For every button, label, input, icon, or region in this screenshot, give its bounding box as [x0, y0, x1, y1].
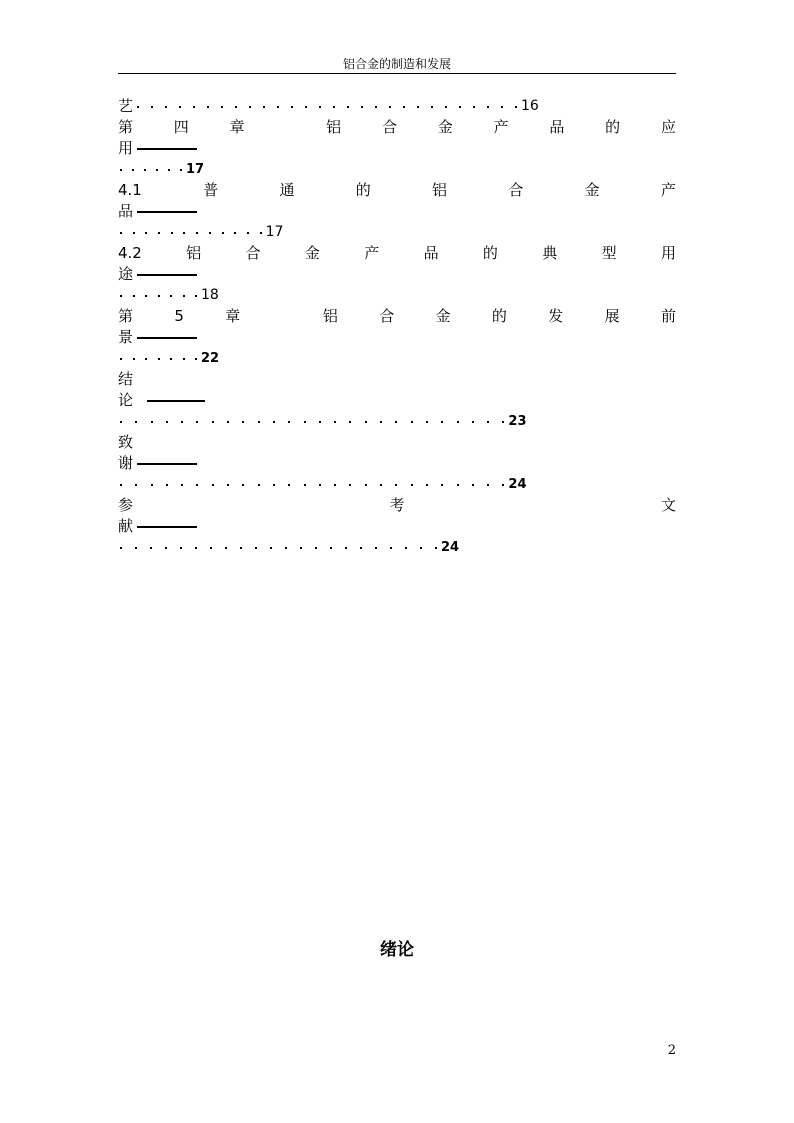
toc-line — [118, 222, 676, 243]
dot-leader — [133, 148, 197, 150]
toc-entry-char: 典 — [542, 244, 558, 262]
leader-dot — [501, 106, 503, 108]
leader-dot — [304, 421, 306, 423]
leader-dot — [225, 547, 227, 549]
leader-dot — [135, 547, 137, 549]
leader-dot — [120, 232, 122, 234]
leader-dot — [319, 421, 321, 423]
leader-dot — [234, 232, 236, 234]
toc-line — [118, 159, 676, 180]
toc-entry-char: 前 — [660, 307, 676, 325]
leader-dot — [305, 106, 307, 108]
leader-dot — [240, 547, 242, 549]
leader-dot — [347, 106, 349, 108]
toc-entry-char: 用 — [660, 244, 676, 262]
leader-dot — [195, 358, 197, 360]
dot-leader — [133, 526, 197, 528]
dot-leader — [133, 463, 197, 465]
toc-line — [118, 453, 676, 474]
dot-leader — [118, 295, 197, 297]
leader-dot — [179, 106, 181, 108]
toc-line — [118, 264, 676, 285]
leader-dot — [158, 232, 160, 234]
leader-dot — [170, 295, 172, 297]
dot-leader — [118, 358, 197, 360]
toc-entry-text: 艺 — [118, 97, 134, 115]
dot-leader — [133, 106, 517, 108]
leader-dot — [403, 106, 405, 108]
leader-dot — [137, 106, 139, 108]
toc-line — [118, 243, 676, 264]
leader-dot — [304, 484, 306, 486]
toc-entry-char: 文 — [660, 496, 676, 514]
leader-dot — [151, 106, 153, 108]
leader-dot — [133, 358, 135, 360]
leader-dot — [375, 547, 377, 549]
leader-dot — [133, 232, 135, 234]
toc-line — [118, 96, 676, 117]
leader-dot — [144, 169, 146, 171]
toc-entry-text: 用 — [118, 139, 134, 157]
leader-dot — [380, 484, 382, 486]
leader-dot — [242, 421, 244, 423]
toc-entry-char: 产 — [660, 181, 676, 199]
leader-dot — [389, 106, 391, 108]
leader-dot — [183, 232, 185, 234]
toc-entry-char: 金 — [437, 118, 453, 136]
leader-dot — [487, 421, 489, 423]
leader-dot — [166, 484, 168, 486]
toc-entry-char: 金 — [304, 244, 320, 262]
leader-dot — [195, 463, 197, 465]
toc-entry-char: 普 — [203, 181, 219, 199]
toc-line — [118, 348, 676, 369]
leader-dot — [120, 169, 122, 171]
toc-page-number: 24 — [441, 540, 460, 555]
leader-dot — [195, 274, 197, 276]
leader-dot — [502, 421, 504, 423]
table-of-contents — [118, 96, 676, 558]
toc-line — [118, 432, 676, 453]
toc-entry-char: 合 — [379, 307, 395, 325]
toc-line — [118, 306, 676, 327]
leader-dot — [158, 358, 160, 360]
dot-leader — [118, 232, 262, 234]
leader-dot — [181, 421, 183, 423]
toc-entry-text: 论 — [118, 391, 134, 409]
leader-dot — [395, 484, 397, 486]
leader-dot — [135, 484, 137, 486]
leader-dot — [195, 148, 197, 150]
leader-dot — [193, 106, 195, 108]
leader-dot — [395, 421, 397, 423]
toc-entry-char: 的 — [491, 307, 507, 325]
leader-dot — [472, 421, 474, 423]
leader-dot — [365, 484, 367, 486]
leader-dot — [195, 547, 197, 549]
leader-dot — [168, 169, 170, 171]
toc-entry-char: 品 — [423, 244, 439, 262]
leader-dot — [459, 106, 461, 108]
toc-line — [118, 327, 676, 348]
leader-dot — [165, 106, 167, 108]
leader-dot — [133, 295, 135, 297]
toc-entry-char: 4.2 — [118, 244, 142, 262]
leader-dot — [171, 232, 173, 234]
leader-dot — [435, 547, 437, 549]
leader-dot — [249, 106, 251, 108]
leader-dot — [242, 484, 244, 486]
leader-dot — [405, 547, 407, 549]
toc-entry-char: 金 — [435, 307, 451, 325]
toc-entry-text: 景 — [118, 328, 134, 346]
leader-dot — [120, 484, 122, 486]
toc-entry-char: 第 — [118, 118, 134, 136]
leader-dot — [472, 484, 474, 486]
toc-entry-char: 四 — [173, 118, 189, 136]
leader-dot — [222, 232, 224, 234]
leader-dot — [260, 232, 262, 234]
toc-line — [118, 516, 676, 537]
toc-entry-char: 铝 — [326, 118, 342, 136]
leader-dot — [209, 232, 211, 234]
toc-entry-char: 产 — [364, 244, 380, 262]
leader-dot — [195, 295, 197, 297]
leader-dot — [145, 295, 147, 297]
leader-dot — [181, 484, 183, 486]
leader-dot — [203, 400, 205, 402]
leader-dot — [145, 358, 147, 360]
toc-entry-char: 4.1 — [118, 181, 142, 199]
leader-dot — [515, 106, 517, 108]
leader-dot — [255, 547, 257, 549]
dot-leader — [118, 169, 182, 171]
toc-entry-char: 参 — [118, 496, 134, 514]
leader-dot — [227, 484, 229, 486]
leader-dot — [457, 421, 459, 423]
toc-entry-text: 结 — [118, 370, 134, 388]
leader-dot — [207, 106, 209, 108]
leader-dot — [166, 421, 168, 423]
toc-line — [118, 138, 676, 159]
leader-dot — [270, 547, 272, 549]
leader-dot — [349, 421, 351, 423]
dot-leader — [118, 484, 504, 486]
toc-entry-char: 合 — [508, 181, 524, 199]
toc-entry-char: 5 — [174, 307, 184, 325]
dot-leader — [118, 421, 504, 423]
toc-entry-text: 途 — [118, 265, 134, 283]
running-header: 铝合金的制造和发展 — [342, 57, 451, 71]
leader-dot — [158, 295, 160, 297]
toc-entry-text: 谢 — [118, 454, 134, 472]
toc-line — [118, 411, 676, 432]
leader-dot — [196, 421, 198, 423]
toc-entry-char: 铝 — [186, 244, 202, 262]
leader-dot — [210, 547, 212, 549]
leader-dot — [180, 169, 182, 171]
leader-dot — [180, 547, 182, 549]
toc-entry-char: 的 — [482, 244, 498, 262]
leader-dot — [196, 484, 198, 486]
leader-dot — [426, 421, 428, 423]
leader-dot — [150, 547, 152, 549]
toc-page-number: 17 — [186, 162, 205, 177]
toc-page-number: 18 — [201, 287, 219, 303]
leader-dot — [345, 547, 347, 549]
dot-leader — [133, 337, 197, 339]
toc-entry-char: 型 — [601, 244, 617, 262]
toc-entry-char: 发 — [548, 307, 564, 325]
toc-line — [118, 474, 676, 495]
toc-page-number: 22 — [201, 351, 220, 366]
leader-dot — [441, 421, 443, 423]
leader-dot — [333, 106, 335, 108]
leader-dot — [165, 547, 167, 549]
toc-entry-char: 应 — [660, 118, 676, 136]
leader-dot — [227, 421, 229, 423]
leader-dot — [411, 421, 413, 423]
leader-dot — [487, 106, 489, 108]
toc-entry-char: 产 — [493, 118, 509, 136]
leader-dot — [285, 547, 287, 549]
leader-dot — [365, 421, 367, 423]
leader-dot — [288, 421, 290, 423]
leader-dot — [502, 484, 504, 486]
section-heading: 绪论 — [380, 940, 414, 960]
toc-line — [118, 537, 676, 558]
toc-entry-char: 第 — [118, 307, 134, 325]
toc-entry-char: 通 — [279, 181, 295, 199]
leader-dot — [151, 421, 153, 423]
dot-leader — [133, 400, 205, 402]
leader-dot — [291, 106, 293, 108]
toc-entry-char: 考 — [389, 496, 405, 514]
leader-dot — [120, 547, 122, 549]
page-number: 2 — [667, 1043, 676, 1058]
leader-dot — [426, 484, 428, 486]
leader-dot — [195, 211, 197, 213]
toc-line — [118, 495, 676, 516]
leader-dot — [120, 358, 122, 360]
leader-dot — [212, 421, 214, 423]
leader-dot — [151, 484, 153, 486]
leader-dot — [263, 106, 265, 108]
toc-entry-char: 章 — [229, 118, 245, 136]
leader-dot — [235, 106, 237, 108]
leader-dot — [473, 106, 475, 108]
leader-dot — [330, 547, 332, 549]
leader-dot — [195, 526, 197, 528]
leader-dot — [288, 484, 290, 486]
toc-line — [118, 117, 676, 138]
header-rule — [118, 73, 676, 74]
leader-dot — [196, 232, 198, 234]
toc-entry-char: 合 — [381, 118, 397, 136]
dot-leader — [133, 274, 197, 276]
leader-dot — [411, 484, 413, 486]
leader-dot — [258, 484, 260, 486]
leader-dot — [170, 358, 172, 360]
leader-dot — [273, 484, 275, 486]
toc-line — [118, 201, 676, 222]
toc-line — [118, 369, 676, 390]
leader-dot — [380, 421, 382, 423]
leader-dot — [361, 106, 363, 108]
leader-dot — [258, 421, 260, 423]
leader-dot — [120, 295, 122, 297]
dot-leader — [118, 547, 437, 549]
leader-dot — [183, 358, 185, 360]
toc-page-number: 24 — [508, 477, 527, 492]
toc-line — [118, 390, 676, 411]
dot-leader — [133, 211, 197, 213]
leader-dot — [183, 295, 185, 297]
leader-dot — [300, 547, 302, 549]
leader-dot — [247, 232, 249, 234]
leader-dot — [431, 106, 433, 108]
leader-dot — [360, 547, 362, 549]
leader-dot — [390, 547, 392, 549]
toc-entry-char: 章 — [225, 307, 241, 325]
leader-dot — [221, 106, 223, 108]
leader-dot — [156, 169, 158, 171]
toc-entry-char: 金 — [584, 181, 600, 199]
toc-page-number: 16 — [521, 98, 539, 114]
leader-dot — [334, 484, 336, 486]
leader-dot — [212, 484, 214, 486]
leader-dot — [349, 484, 351, 486]
leader-dot — [445, 106, 447, 108]
leader-dot — [132, 169, 134, 171]
toc-entry-char: 铝 — [322, 307, 338, 325]
leader-dot — [145, 232, 147, 234]
toc-entry-text: 献 — [118, 517, 134, 535]
leader-dot — [319, 484, 321, 486]
leader-dot — [319, 106, 321, 108]
leader-dot — [420, 547, 422, 549]
toc-entry-char: 合 — [245, 244, 261, 262]
leader-dot — [195, 337, 197, 339]
toc-entry-char: 展 — [604, 307, 620, 325]
leader-dot — [457, 484, 459, 486]
toc-entry-char: 的 — [605, 118, 621, 136]
toc-line — [118, 180, 676, 201]
toc-page-number: 23 — [508, 414, 527, 429]
toc-entry-char: 品 — [549, 118, 565, 136]
leader-dot — [487, 484, 489, 486]
leader-dot — [375, 106, 377, 108]
toc-entry-char: 铝 — [432, 181, 448, 199]
toc-page-number: 17 — [265, 224, 284, 240]
leader-dot — [135, 421, 137, 423]
leader-dot — [120, 421, 122, 423]
toc-entry-text: 致 — [118, 433, 134, 451]
leader-dot — [441, 484, 443, 486]
leader-dot — [417, 106, 419, 108]
toc-entry-text: 品 — [118, 202, 134, 220]
leader-dot — [277, 106, 279, 108]
leader-dot — [273, 421, 275, 423]
toc-line — [118, 285, 676, 306]
leader-dot — [315, 547, 317, 549]
toc-entry-char: 的 — [355, 181, 371, 199]
leader-dot — [334, 421, 336, 423]
